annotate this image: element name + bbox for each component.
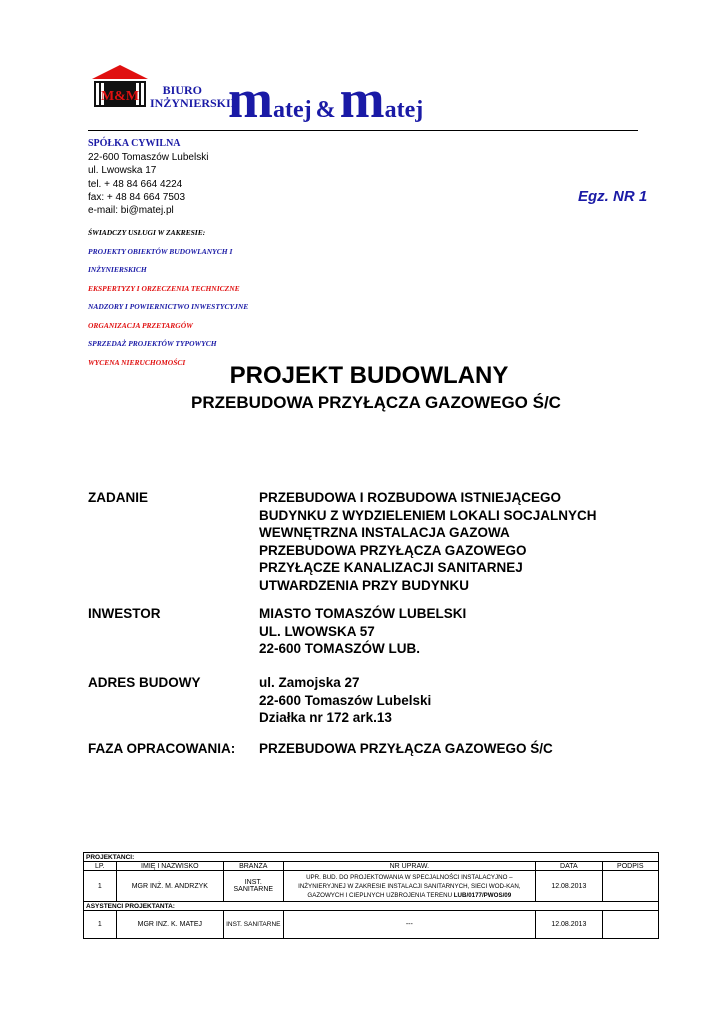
- service-item: ORGANIZACJA PRZETARGÓW: [88, 320, 193, 330]
- services-heading: ŚWIADCZY USŁUGI W ZAKRESIE:: [88, 228, 206, 237]
- inwestor-value: MIASTO TOMASZÓW LUBELSKI UL. LWOWSKA 57 22-600 TOMASZÓW LUB.: [259, 606, 467, 656]
- signature-cell: [602, 871, 658, 902]
- brand-name: matej & matej: [228, 69, 424, 129]
- zadanie-value: PRZEBUDOWA I ROZBUDOWA ISTNIEJĄCEGO BUDYNKU Z WYDZIELENIEM LOKALI SOCJALNYCH WEWNĘTRZNA INSTALACJA GAZOWA PRZEBUDOWA PRZYŁĄCZA GAZOWEGO PRZYŁĄCZE KANALIZACJI SANITARNEJ UTWARDZENIA PRZY BUDYNKU: [259, 490, 597, 593]
- company-type: SPÓŁKA CYWILNA: [88, 138, 181, 149]
- logo-letters: M&M: [100, 89, 140, 104]
- signature-table: PROJEKTANCI: LP. IMIĘ I NAZWISKO BRANŻA NR UPRAW. DATA PODPIS 1 MGR INŻ. M. ANDRZYK INST. SANITARNE UPR. BUD. DO PROJEKTOWANIA W SPECJALNOŚCI INSTALACYJNO – INŻYNIERYJNEJ W ZAKRESIE INSTALACJI SANITARNYCH, SIECI WOD-KAN, GAZOWYCH I CIEPLNYCH UZBROJENIA TERENU LUB/0177/PWOS/09 12.08.2013 ASYSTENCI PROJEKTANTA: 1 MGR INZ. K. MATEJ INST. SANITARNE --- 12.08.2013: [83, 852, 659, 939]
- copy-number: Egz. NR 1: [578, 188, 648, 205]
- zadanie-label: ZADANIE: [88, 490, 148, 505]
- service-item: SPRZEDAŻ PROJEKTÓW TYPOWYCH: [88, 339, 217, 348]
- services-list: [88, 228, 249, 367]
- adres-label: ADRES BUDOWY: [88, 675, 201, 690]
- adres-value: ul. Zamojska 27 22-600 Tomaszów Lubelski Działka nr 172 ark.13: [259, 675, 432, 725]
- signature-cell: [602, 911, 658, 939]
- service-item: PROJEKTY OBIEKTÓW BUDOWLANYCH I: [88, 246, 233, 256]
- service-item: INŻYNIERSKICH: [88, 265, 147, 274]
- email: e-mail: bi@matej.pl: [88, 205, 174, 217]
- company-contact: [88, 151, 208, 217]
- address-city: 22-600 Tomaszów Lubelski: [88, 152, 209, 163]
- faza-value: PRZEBUDOWA PRZYŁĄCZA GAZOWEGO Ś/C: [259, 741, 553, 756]
- document-subtitle: PRZEBUDOWA PRZYŁĄCZA GAZOWEGO Ś/C: [191, 393, 561, 412]
- projektanci-header: PROJEKTANCI:: [84, 853, 659, 862]
- faza-label: FAZA OPRACOWANIA:: [88, 741, 236, 756]
- fax: fax: + 48 84 664 7503: [88, 191, 186, 203]
- inwestor-label: INWESTOR: [88, 606, 161, 621]
- service-item: NADZORY I POWIERNICTWO INWESTYCYJNE: [88, 302, 249, 311]
- company-logo: [90, 63, 150, 111]
- address-street: ul. Lwowska 17: [88, 165, 157, 177]
- phone: tel. + 48 84 664 4224: [88, 178, 183, 190]
- table-row: 1 MGR INZ. K. MATEJ INST. SANITARNE --- 12.08.2013: [84, 911, 659, 939]
- service-item: WYCENA NIERUCHOMOŚCI: [88, 357, 186, 367]
- table-row: 1 MGR INŻ. M. ANDRZYK INST. SANITARNE UPR. BUD. DO PROJEKTOWANIA W SPECJALNOŚCI INSTALACYJNO – INŻYNIERYJNEJ W ZAKRESIE INSTALACJI SANITARNYCH, SIECI WOD-KAN, GAZOWYCH I CIEPLNYCH UZBROJENIA TERENU LUB/0177/PWOS/09 12.08.2013: [84, 871, 659, 902]
- service-item: EKSPERTYZY I ORZECZENIA TECHNICZNE: [88, 283, 240, 293]
- document-title: PROJEKT BUDOWLANY: [229, 362, 509, 389]
- header-rule: [88, 130, 638, 131]
- biuro-label: BIURO INŻYNIERSKIE: [150, 83, 239, 110]
- asystenci-header: ASYSTENCI PROJEKTANTA:: [84, 902, 659, 911]
